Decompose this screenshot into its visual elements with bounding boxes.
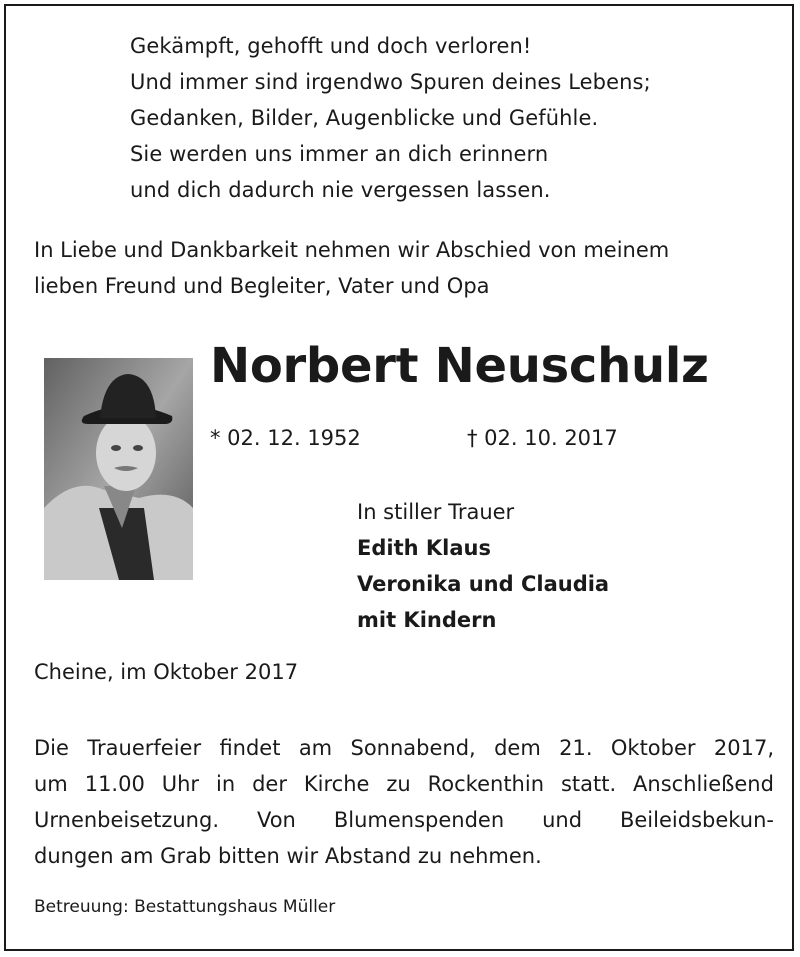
- mourner-name: mit Kindern: [357, 608, 497, 632]
- funeral-word: um: [34, 772, 68, 796]
- deceased-name: Norbert Neuschulz: [210, 338, 709, 394]
- funeral-word: Sonnabend,: [350, 736, 476, 760]
- poem-line: Gekämpft, gehofft und doch verloren!: [130, 34, 532, 58]
- funeral-home-credit: Betreuung: Bestattungshaus Müller: [34, 897, 336, 917]
- birth-date: * 02. 12. 1952: [210, 426, 361, 450]
- funeral-word: Beileidsbekun-: [619, 808, 774, 832]
- intro-line: In Liebe und Dankbarkeit nehmen wir Abschied von meinem: [34, 238, 670, 262]
- poem: [130, 28, 651, 208]
- funeral-info: [34, 730, 774, 874]
- place-date: Cheine, im Oktober 2017: [34, 660, 299, 684]
- poem-line: Sie werden uns immer an dich erinnern: [130, 142, 549, 166]
- funeral-word: 2017,: [713, 736, 774, 760]
- poem-line: und dich dadurch nie vergessen lassen.: [130, 178, 551, 202]
- funeral-word: 11.00: [84, 772, 145, 796]
- funeral-word: Oktober: [610, 736, 696, 760]
- mourners-heading: In stiller Trauer: [357, 500, 515, 524]
- portrait-image: [44, 358, 193, 580]
- funeral-word: Trauerfeier: [87, 736, 202, 760]
- funeral-word: dem: [494, 736, 541, 760]
- mourner-name: Veronika und Claudia: [357, 572, 610, 596]
- intro-text: [34, 232, 774, 304]
- funeral-word: findet: [219, 736, 281, 760]
- funeral-word: und: [542, 808, 583, 832]
- funeral-word: 21.: [559, 736, 593, 760]
- intro-line: lieben Freund und Begleiter, Vater und Opa: [34, 274, 490, 298]
- funeral-word: am: [298, 736, 333, 760]
- funeral-line: [34, 802, 774, 838]
- portrait-photo: [44, 358, 193, 580]
- funeral-line: [34, 766, 774, 802]
- funeral-word: Urnenbeisetzung.: [34, 808, 220, 832]
- mourner-name: Edith Klaus: [357, 536, 491, 560]
- funeral-word: der: [252, 772, 287, 796]
- funeral-line: dungen am Grab bitten wir Abstand zu nehmen.: [34, 844, 542, 868]
- funeral-word: Kirche: [303, 772, 370, 796]
- poem-line: Gedanken, Bilder, Augenblicke und Gefühle.: [130, 106, 599, 130]
- funeral-word: Rockenthin: [427, 772, 545, 796]
- funeral-word: Uhr: [161, 772, 200, 796]
- mourners-block: [357, 494, 609, 638]
- funeral-word: Blumenspenden: [333, 808, 505, 832]
- funeral-word: Anschließend: [633, 772, 774, 796]
- funeral-word: Die: [34, 736, 69, 760]
- death-date: † 02. 10. 2017: [467, 426, 618, 450]
- funeral-word: zu: [386, 772, 411, 796]
- funeral-line: [34, 730, 774, 766]
- funeral-word: statt.: [560, 772, 617, 796]
- funeral-word: in: [216, 772, 236, 796]
- poem-line: Und immer sind irgendwo Spuren deines Lebens;: [130, 70, 651, 94]
- funeral-word: Von: [256, 808, 296, 832]
